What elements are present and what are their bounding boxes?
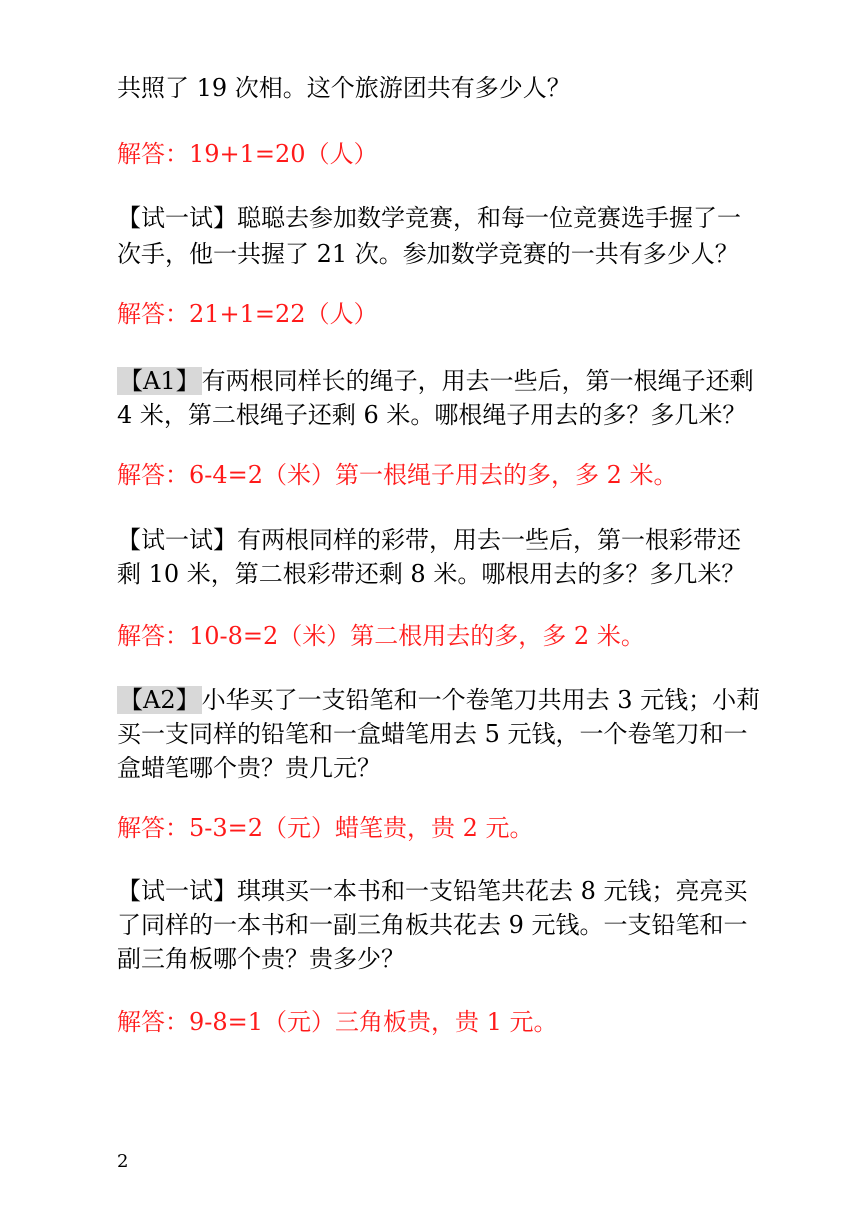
a1-line-2: 4 米，第二根绳子还剩 6 米。哪根绳子用去的多？多几米？: [117, 401, 747, 429]
answer-2: 解答：21+1=22（人）: [117, 300, 378, 328]
try-2-line-2: 剩 10 米，第二根彩带还剩 8 米。哪根用去的多？多几米？: [117, 560, 746, 588]
try-2-text-1: 有两根同样的彩带，用去一些后，第一根彩带还: [237, 526, 741, 554]
answer-4: 解答：10-8=2（米）第二根用去的多，多 2 米。: [117, 622, 645, 650]
try-3-text-1: 琪琪买一本书和一支铅笔共花去 8 元钱；亮亮买: [237, 877, 748, 905]
answer-3: 解答：6-4=2（米）第一根绳子用去的多，多 2 米。: [117, 461, 678, 489]
a2-text-1: 小华买了一支铅笔和一个卷笔刀共用去 3 元钱；小莉: [201, 686, 761, 714]
try-1-text-1: 聪聪去参加数学竞赛，和每一位竞赛选手握了一: [237, 204, 741, 232]
try-2-line-1: [117, 522, 757, 558]
a1-text-1: 有两根同样长的绳子，用去一些后，第一根绳子还剩: [201, 367, 754, 395]
a2-tag: 【A2】: [119, 686, 200, 714]
try-3-line-3: 副三角板哪个贵？贵多少？: [117, 945, 405, 973]
try-3-line-2: 了同样的一本书和一副三角板共花去 9 元钱。一支铅笔和一: [117, 911, 748, 939]
try-tag: 【试一试】: [117, 877, 237, 905]
try-3-line-1: [117, 873, 757, 909]
a2-line-2: 买一支同样的铅笔和一盒蜡笔用去 5 元钱，一个卷笔刀和一: [117, 720, 748, 748]
try-1-line-2: 次手，他一共握了 21 次。参加数学竞赛的一共有多少人？: [117, 240, 739, 268]
a1-tag: 【A1】: [119, 367, 200, 395]
try-tag: 【试一试】: [117, 204, 237, 232]
a1-line-1: [117, 363, 757, 399]
answer-5: 解答：5-3=2（元）蜡笔贵，贵 2 元。: [117, 814, 534, 842]
a2-line-3: 盒蜡笔哪个贵？贵几元？: [117, 754, 381, 782]
intro-question-line: 共照了 19 次相。这个旅游团共有多少人？: [117, 74, 571, 102]
page-number: 2: [117, 1151, 129, 1172]
a2-line-1: [117, 682, 761, 718]
try-1-line-1: [117, 200, 757, 236]
try-tag: 【试一试】: [117, 526, 237, 554]
answer-6: 解答：9-8=1（元）三角板贵，贵 1 元。: [117, 1008, 558, 1036]
answer-1: 解答：19+1=20（人）: [117, 140, 378, 168]
